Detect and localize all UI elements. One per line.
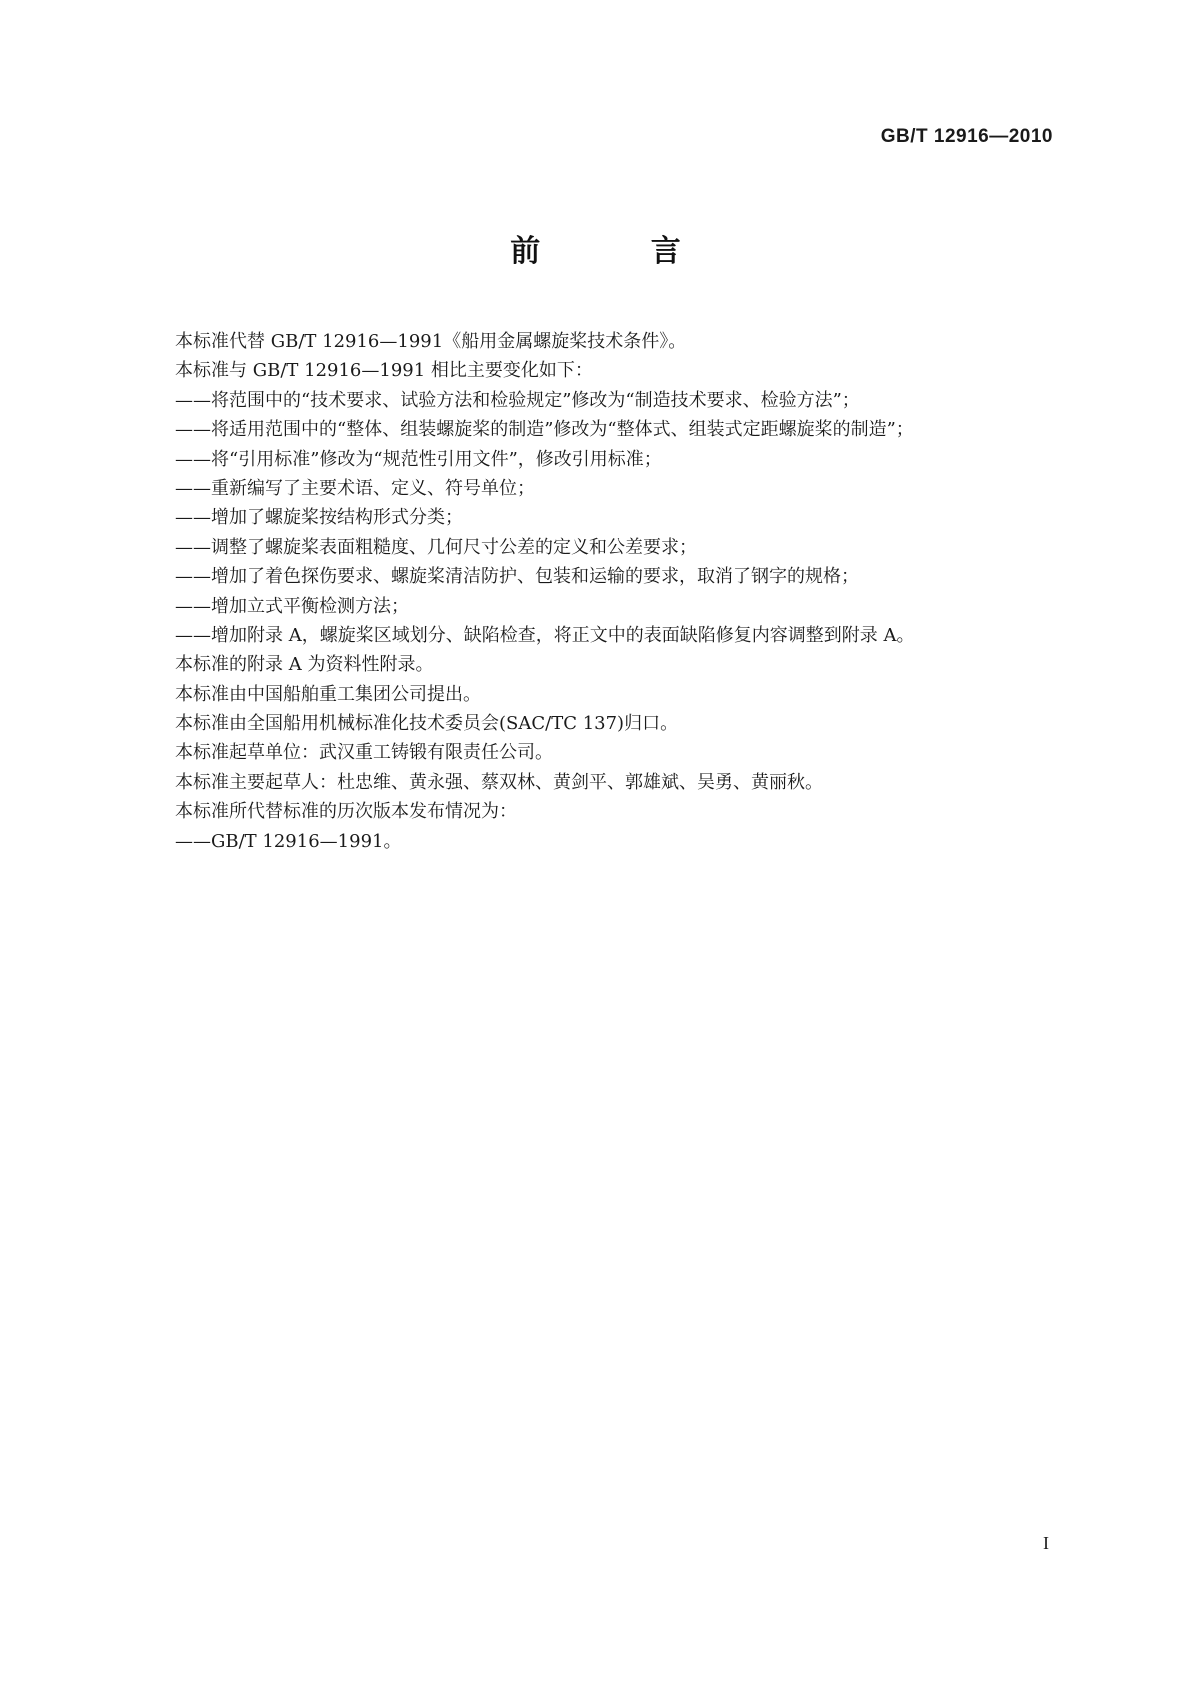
foreword-body: [175, 327, 1055, 856]
text-line-committee: 本标准由全国船用机械标准化技术委员会(SAC/TC 137)归口。: [175, 713, 679, 735]
text-line-change-roughness: ——调整了螺旋桨表面粗糙度、几何尺寸公差的定义和公差要求；: [175, 536, 697, 558]
standard-code: GB/T 12916—2010: [880, 126, 1053, 147]
text-line-change-classification: ——增加了螺旋桨按结构形式分类；: [175, 507, 463, 529]
text-line-history-intro: 本标准所代替标准的历次版本发布情况为：: [175, 801, 517, 823]
text-line-change-references: ——将“引用标准”修改为“规范性引用文件”，修改引用标准；: [175, 448, 662, 470]
text-line-changes-intro: 本标准与 GB/T 12916—1991 相比主要变化如下：: [175, 360, 593, 382]
text-line-change-annex: ——增加附录 A，螺旋桨区域划分、缺陷检查，将正文中的表面缺陷修复内容调整到附录 A。: [175, 624, 915, 646]
page-title: 前 言: [510, 234, 731, 269]
text-line-change-applicability: ——将适用范围中的“整体、组装螺旋桨的制造”修改为“整体式、组装式定距螺旋桨的制造”；: [175, 419, 914, 441]
text-line-change-inspection: ——增加了着色探伤要求、螺旋桨清洁防护、包装和运输的要求，取消了钢字的规格；: [175, 566, 859, 588]
text-line-proposer: 本标准由中国船舶重工集团公司提出。: [175, 683, 481, 705]
text-line-history-item: ——GB/T 12916—1991。: [175, 830, 402, 852]
text-line-change-terms: ——重新编写了主要术语、定义、符号单位；: [175, 477, 535, 499]
text-line-drafters: 本标准主要起草人：杜忠维、黄永强、蔡双林、黄剑平、郭雄斌、吴勇、黄丽秋。: [175, 771, 823, 793]
text-line-replaces: 本标准代替 GB/T 12916—1991《船用金属螺旋桨技术条件》。: [175, 331, 687, 352]
text-line-change-scope: ——将范围中的“技术要求、试验方法和检验规定”修改为“制造技术要求、检验方法”；: [175, 389, 860, 411]
text-line-drafting-unit: 本标准起草单位：武汉重工铸锻有限责任公司。: [175, 742, 553, 764]
text-line-change-balance: ——增加立式平衡检测方法；: [175, 595, 409, 617]
page-number: I: [1043, 1533, 1049, 1553]
text-line-annex-note: 本标准的附录 A 为资料性附录。: [175, 654, 434, 676]
